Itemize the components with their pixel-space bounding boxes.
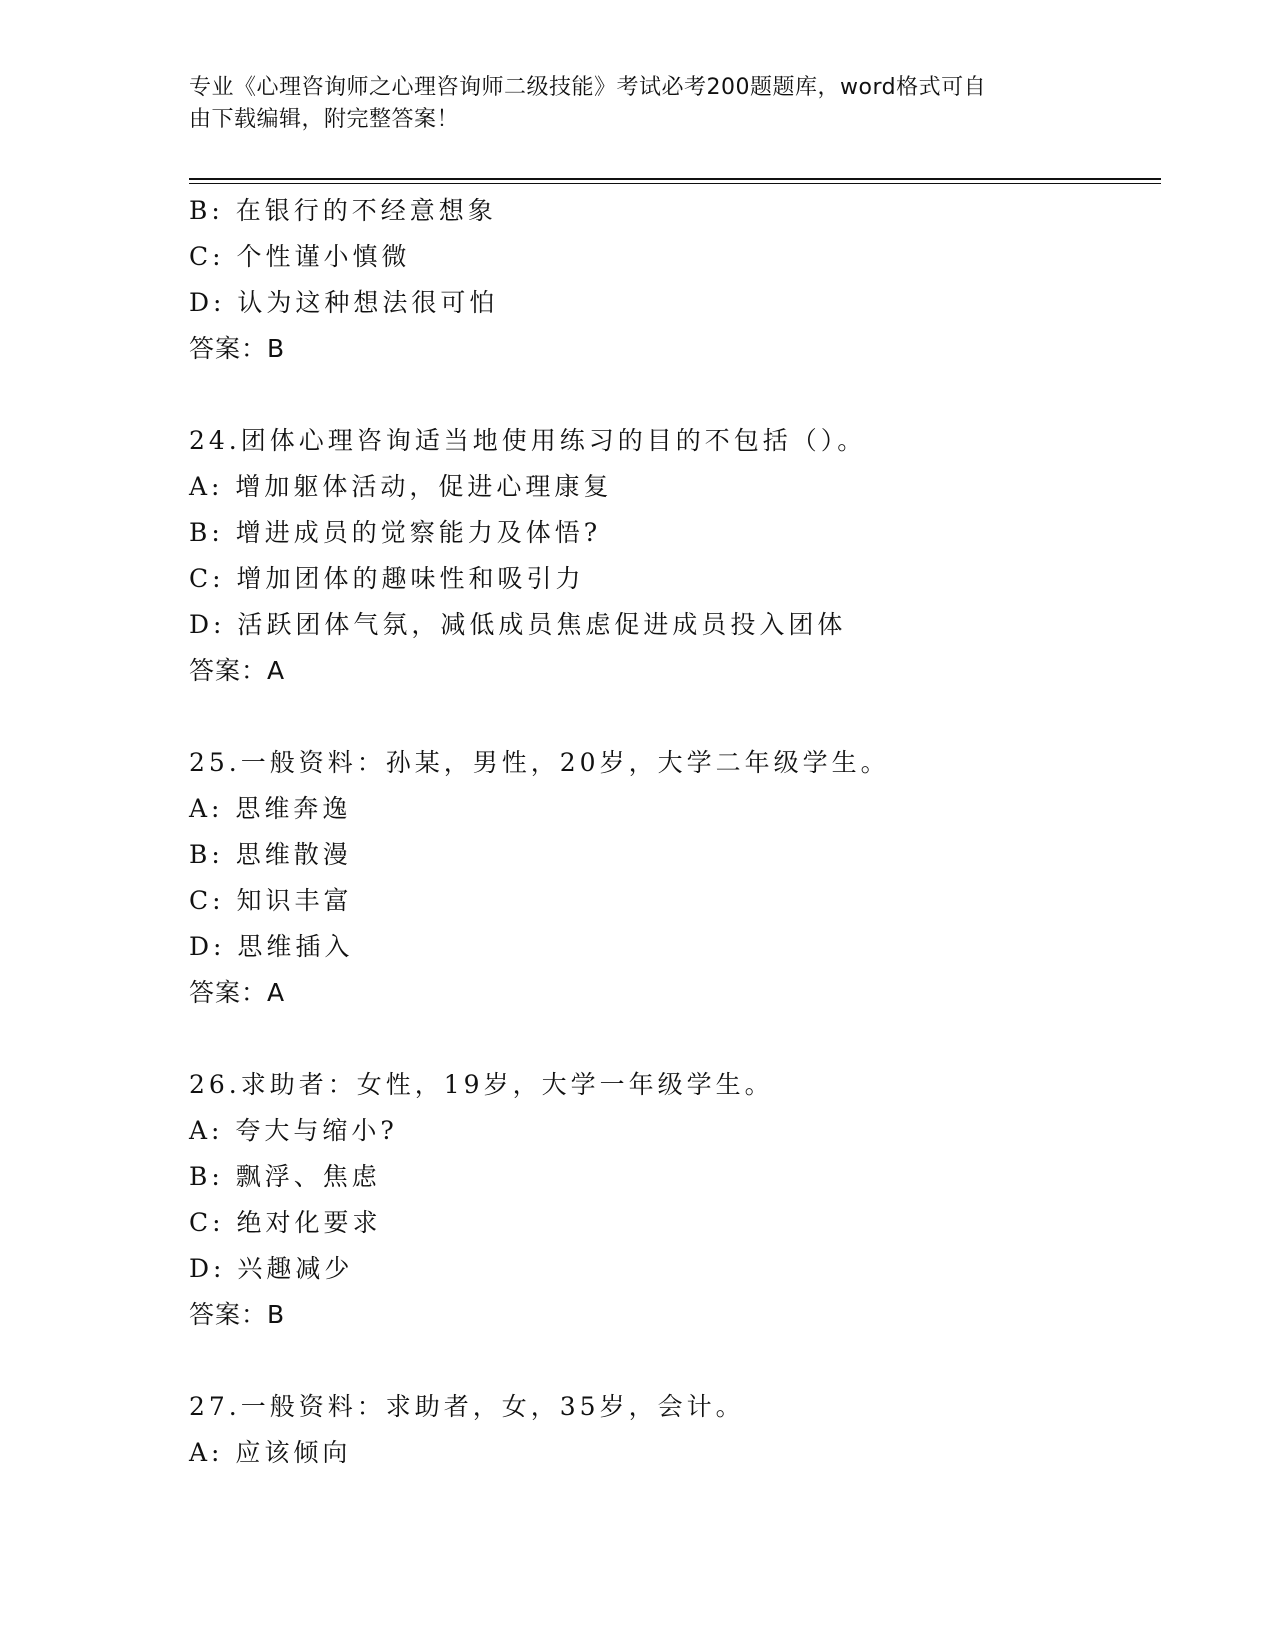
- header-line-1: 专业《心理咨询师之心理咨询师二级技能》考试必考200题题库，word格式可自: [189, 75, 987, 100]
- spacer: [189, 372, 1161, 418]
- question-stem: 26.求助者：女性，19岁，大学一年级学生。: [189, 1070, 774, 1099]
- question-stem: 25.一般资料：孙某，男性，20岁，大学二年级学生。: [189, 748, 890, 777]
- question-24: [189, 418, 1161, 694]
- question-stem: 24.团体心理咨询适当地使用练习的目的不包括（）。: [189, 426, 867, 455]
- header-divider-thin: [189, 183, 1161, 184]
- question-27: [189, 1384, 1161, 1476]
- answer-line: 答案：B: [189, 1300, 286, 1329]
- question-26: [189, 1062, 1161, 1338]
- header-line-2: 由下载编辑，附完整答案！: [189, 107, 460, 132]
- option-c: C: 个性谨小慎微: [189, 242, 411, 271]
- question-25: [189, 740, 1161, 1016]
- option-b: B: 思维散漫: [189, 840, 352, 869]
- spacer: [189, 1338, 1161, 1384]
- question-23: [189, 188, 1161, 372]
- option-a: A: 增加躯体活动，促进心理康复: [189, 472, 613, 501]
- header-divider-thick: [189, 178, 1161, 180]
- option-c: C: 绝对化要求: [189, 1208, 382, 1237]
- option-b: B: 飘浮、焦虑: [189, 1162, 381, 1191]
- option-a: A: 应该倾向: [189, 1438, 352, 1467]
- option-a: A: 思维奔逸: [189, 794, 352, 823]
- option-d: D: 思维插入: [189, 932, 354, 961]
- question-list: [189, 188, 1161, 1476]
- option-c: C: 知识丰富: [189, 886, 353, 915]
- answer-line: 答案：A: [189, 978, 286, 1007]
- option-b: B: 在银行的不经意想象: [189, 196, 497, 225]
- answer-line: 答案：B: [189, 334, 286, 363]
- spacer: [189, 694, 1161, 740]
- option-a: A: 夸大与缩小?: [189, 1116, 398, 1145]
- option-b: B: 增进成员的觉察能力及体悟?: [189, 518, 602, 547]
- option-d: D: 活跃团体气氛，减低成员焦虑促进成员投入团体: [189, 610, 847, 639]
- option-d: D: 认为这种想法很可怕: [189, 288, 499, 317]
- document-header: [189, 72, 1089, 136]
- question-stem: 27.一般资料：求助者，女，35岁，会计。: [189, 1392, 745, 1421]
- option-c: C: 增加团体的趣味性和吸引力: [189, 564, 585, 593]
- spacer: [189, 1016, 1161, 1062]
- option-d: D: 兴趣减少: [189, 1254, 354, 1283]
- answer-line: 答案：A: [189, 656, 286, 685]
